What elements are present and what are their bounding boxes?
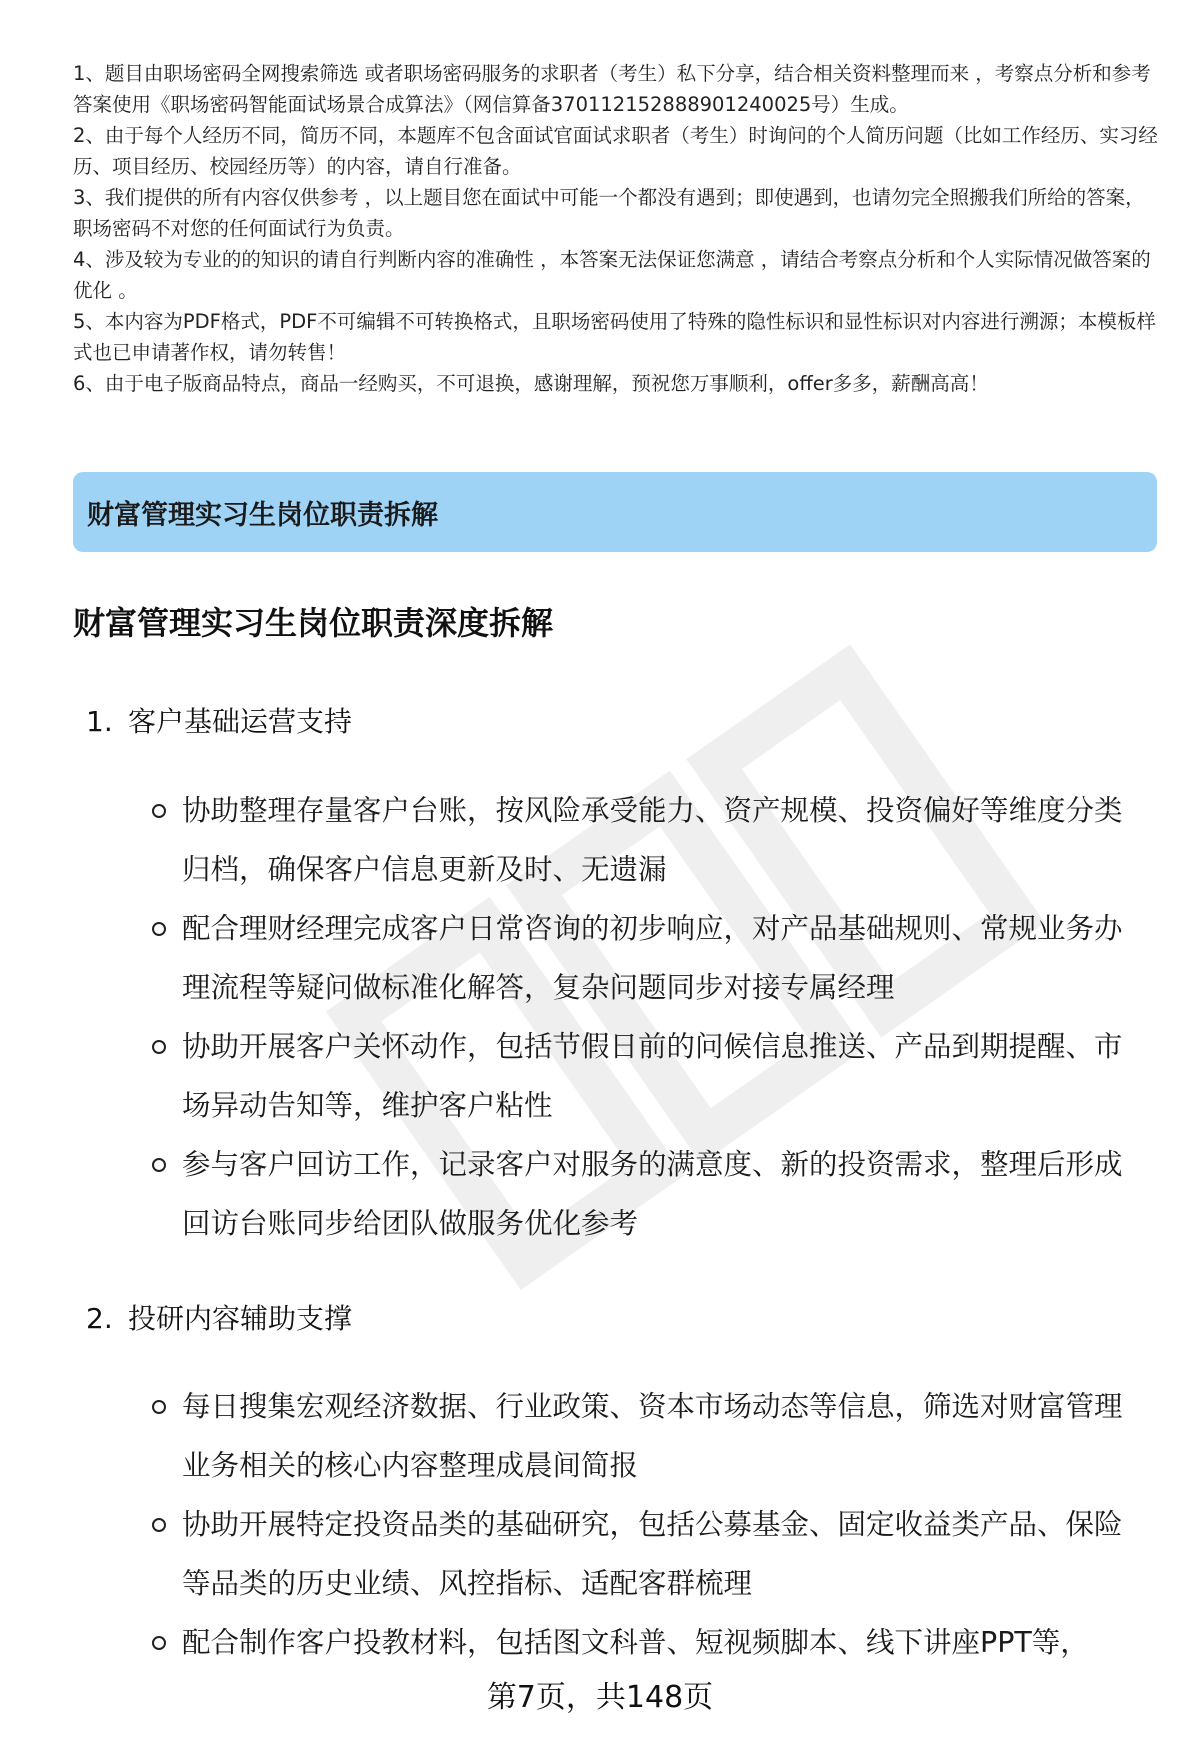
disclaimer-line: 6、由于电子版商品特点，商品一经购买，不可退换，感谢理解，预祝您万事顺利，offer多多，薪酬高高！ <box>73 372 989 395</box>
list-item: 协助开展特定投资品类的基础研究，包括公募基金、固定收益类产品、保险等品类的历史业绩、风控指标、适配客群梳理 <box>150 1495 1150 1613</box>
section-title-2 <box>86 1297 352 1337</box>
page-heading: 财富管理实习生岗位职责深度拆解 <box>73 604 554 642</box>
disclaimer-line: 2、由于每个人经历不同，简历不同，本题库不包含面试官面试求职者（考生）时询问的个人简历问题（比如工作经历、实习经历、项目经历、校园经历等）的内容，请自行准备。 <box>73 124 1158 178</box>
bullet-list-2 <box>150 1377 1150 1672</box>
section-banner <box>73 472 1157 552</box>
list-item: 协助开展客户关怀动作，包括节假日前的问候信息推送、产品到期提醒、市场异动告知等，维护客户粘性 <box>150 1017 1150 1135</box>
list-item: 配合理财经理完成客户日常咨询的初步响应，对产品基础规则、常规业务办理流程等疑问做标准化解答，复杂问题同步对接专属经理 <box>150 899 1150 1017</box>
section-number: 2. <box>86 1302 113 1335</box>
list-item: 每日搜集宏观经济数据、行业政策、资本市场动态等信息，筛选对财富管理业务相关的核心内容整理成晨间简报 <box>150 1377 1150 1495</box>
page-number-footer: 第7页，共148页 <box>486 1680 714 1715</box>
section-number: 1. <box>86 705 113 738</box>
disclaimer-line: 3、我们提供的所有内容仅供参考 ，以上题目您在面试中可能一个都没有遇到；即使遇到，也请勿完全照搬我们所给的答案，职场密码不对您的任何面试行为负责。 <box>73 186 1145 240</box>
bullet-list-1 <box>150 781 1150 1253</box>
disclaimer-line: 5、本内容为PDF格式，PDF不可编辑不可转换格式，且职场密码使用了特殊的隐性标识和显性标识对内容进行溯源；本模板样式也已申请著作权，请勿转售！ <box>73 310 1156 364</box>
list-item: 配合制作客户投教材料，包括图文科普、短视频脚本、线下讲座PPT等， <box>150 1613 1150 1672</box>
section-title-1 <box>86 700 352 740</box>
disclaimer-line: 1、题目由职场密码全网搜索筛选 或者职场密码服务的求职者（考生）私下分享，结合相关资料整理而来 ，考察点分析和参考答案使用《职场密码智能面试场景合成算法》（网信算备370112152888901240025号）生成。 <box>73 62 1151 116</box>
section-banner-title: 财富管理实习生岗位职责拆解 <box>87 499 438 531</box>
section-title-text: 客户基础运营支持 <box>128 705 353 738</box>
list-item: 协助整理存量客户台账，按风险承受能力、资产规模、投资偏好等维度分类归档，确保客户信息更新及时、无遗漏 <box>150 781 1150 899</box>
section-title-text: 投研内容辅助支撑 <box>128 1302 353 1335</box>
list-item: 参与客户回访工作，记录客户对服务的满意度、新的投资需求，整理后形成回访台账同步给团队做服务优化参考 <box>150 1135 1150 1253</box>
disclaimer-line: 4、涉及较为专业的的知识的请自行判断内容的准确性 ，本答案无法保证您满意 ，请结合考察点分析和个人实际情况做答案的优化 。 <box>73 248 1151 302</box>
disclaimer-block <box>73 58 1163 399</box>
